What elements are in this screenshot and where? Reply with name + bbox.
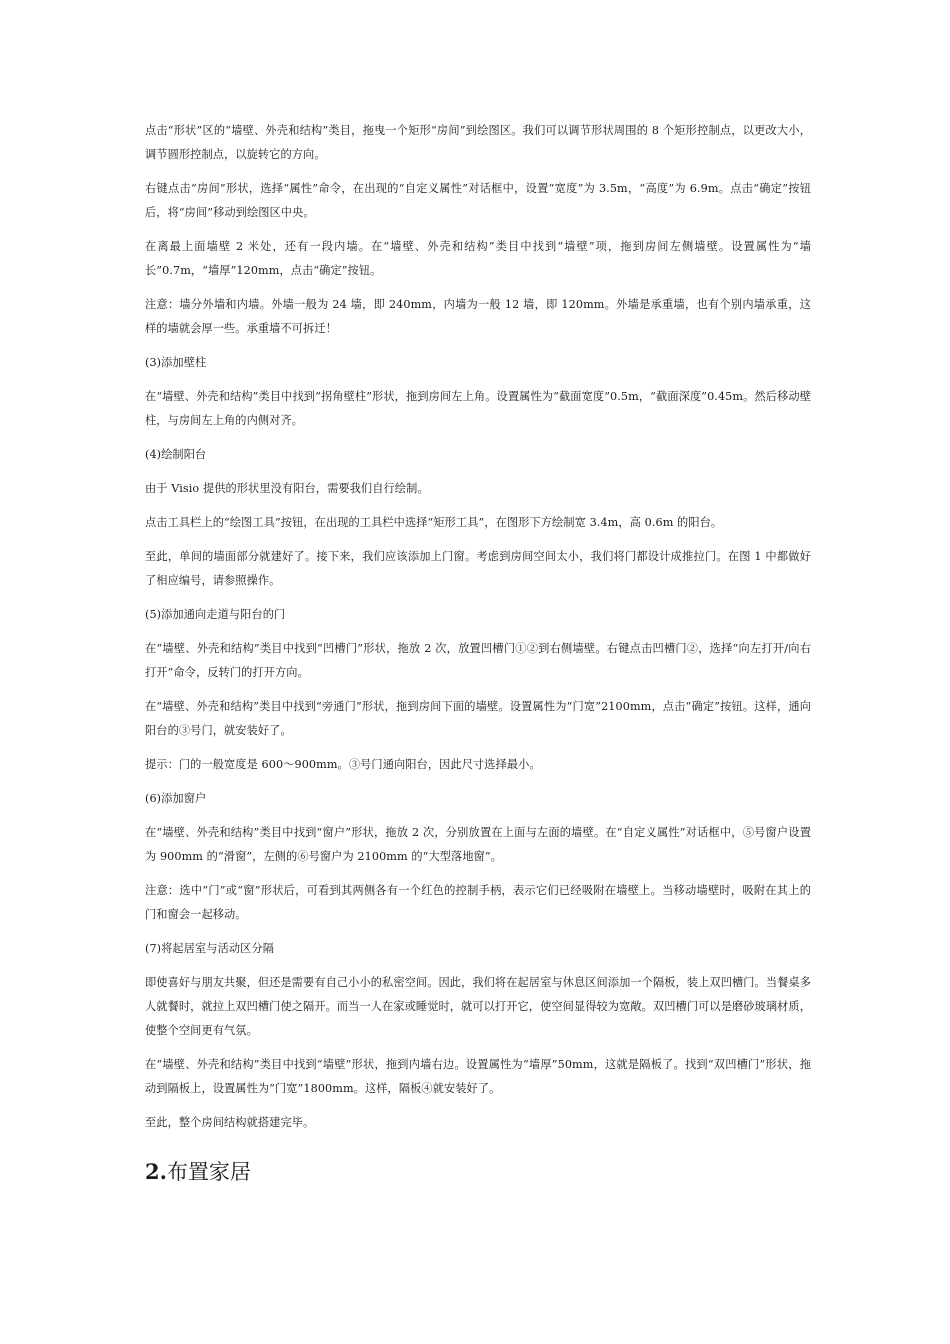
paragraph-window-note: 注意：选中“门”或“窗”形状后，可看到其两侧各有一个红色的控制手柄，表示它们已经吸附在墙壁上。当移动墙壁时，吸附在其上的门和窗会一起移动。	[145, 884, 811, 921]
paragraph-windows: 在“墙壁、外壳和结构”类目中找到“窗户”形状，拖放 2 次，分别放置在上面与左面的墙壁。在“自定义属性”对话框中，⑤号窗户设置为 900mm 的“滑窗”，左侧的⑥号窗户为 2100mm 的“大型落地窗”。	[145, 826, 811, 863]
paragraph-wall-note: 注意：墙分外墙和内墙。外墙一般为 24 墙，即 240mm，内墙为一般 12 墙，即 120mm。外墙是承重墙，也有个别内墙承重，这样的墙就会厚一些。承重墙不可拆迁！	[145, 298, 811, 335]
step-heading-add-windows: (6)添加窗户	[145, 792, 207, 805]
paragraph-corner-pillar: 在“墙壁、外壳和结构”类目中找到“拐角壁柱”形状，拖到房间左上角。设置属性为“截面宽度”0.5m，“截面深度”0.45m。然后移动壁柱，与房间左上角的内侧对齐。	[145, 390, 811, 427]
step-heading-partition: (7)将起居室与活动区分隔	[145, 942, 275, 955]
paragraph-walls-done: 至此，单间的墙面部分就建好了。接下来，我们应该添加上门窗。考虑到房间空间太小，我们将门都设计成推拉门。在图 1 中都做好了相应编号，请参照操作。	[145, 550, 811, 587]
paragraph-bypass-door: 在“墙壁、外壳和结构”类目中找到“旁通门”形状，拖到房间下面的墙壁。设置属性为“门宽”2100mm，点击“确定”按钮。这样，通向阳台的③号门，就安装好了。	[145, 700, 811, 737]
paragraph-structure-done: 至此，整个房间结构就搭建完毕。	[145, 1116, 315, 1129]
paragraph-recessed-door: 在“墙壁、外壳和结构”类目中找到“凹槽门”形状，拖放 2 次，放置凹槽门①②到右侧墙壁。右键点击凹槽门②，选择“向左打开/向右打开”命令，反转门的打开方向。	[145, 642, 811, 679]
document-body	[145, 119, 811, 1187]
step-heading-draw-balcony: (4)绘制阳台	[145, 448, 207, 461]
section-title: 布置家居	[166, 1160, 251, 1184]
paragraph-inner-wall: 在离最上面墙壁 2 米处，还有一段内墙。在“墙壁、外壳和结构”类目中找到“墙壁”项，拖到房间左侧墙壁。设置属性为“墙长”0.7m，“墙厚”120mm，点击“确定”按钮。	[145, 240, 811, 277]
paragraph-door-tip: 提示：门的一般宽度是 600～900mm。③号门通向阳台，因此尺寸选择最小。	[145, 758, 541, 771]
paragraph-privacy: 即使喜好与朋友共聚，但还是需要有自己小小的私密空间。因此，我们将在起居室与休息区间添加一个隔板，装上双凹槽门。当餐桌多人就餐时，就拉上双凹槽门使之隔开。而当一人在家或睡觉时，就可以打开它，使空间显得较为宽敞。双凹槽门可以是磨砂玻璃材质，使整个空间更有气氛。	[145, 976, 811, 1037]
paragraph-visio-no-balcony: 由于 Visio 提供的形状里没有阳台，需要我们自行绘制。	[145, 482, 429, 495]
paragraph-rectangle-tool: 点击工具栏上的“绘图工具”按钮，在出现的工具栏中选择“矩形工具”，在图形下方绘制宽 3.4m，高 0.6m 的阳台。	[145, 516, 723, 529]
step-heading-add-doors: (5)添加通向走道与阳台的门	[145, 608, 286, 621]
section-number: 2.	[145, 1159, 167, 1184]
paragraph-drag-room: 点击“形状”区的“墙壁、外壳和结构”类目，拖曳一个矩形“房间”到绘图区。我们可以调节形状周围的 8 个矩形控制点，以更改大小，调节圆形控制点，以旋转它的方向。	[145, 124, 811, 161]
section-heading	[145, 1157, 811, 1187]
paragraph-partition-wall: 在“墙壁、外壳和结构”类目中找到“墙壁”形状，拖到内墙右边。设置属性为“墙厚”50mm，这就是隔板了。找到“双凹槽门”形状，拖动到隔板上，设置属性为“门宽”1800mm。这样，隔板④就安装好了。	[145, 1058, 811, 1095]
step-heading-add-pillar: (3)添加壁柱	[145, 356, 207, 369]
paragraph-room-properties: 右键点击“房间”形状，选择“属性”命令，在出现的“自定义属性”对话框中，设置“宽度”为 3.5m，“高度”为 6.9m。点击“确定”按钮后，将“房间”移动到绘图区中央。	[145, 182, 811, 219]
